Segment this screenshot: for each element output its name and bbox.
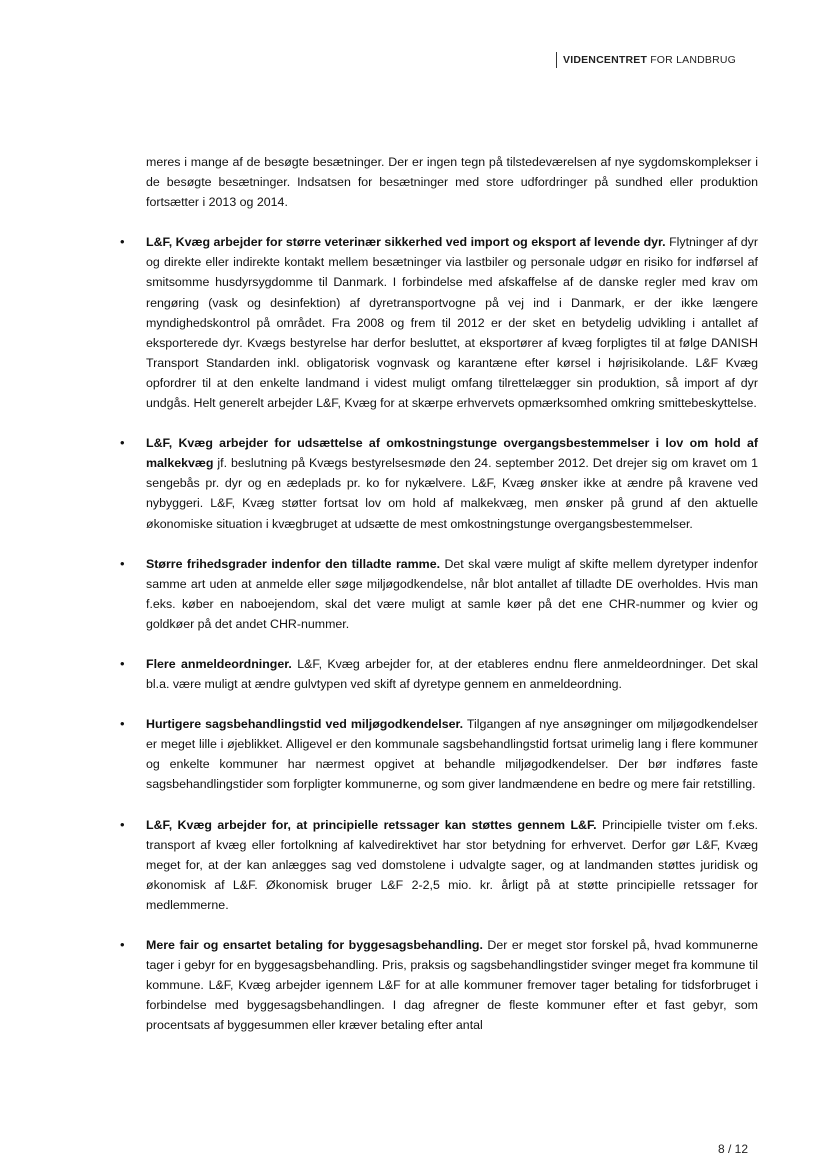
bullet-title: L&F, Kvæg arbejder for udsættelse af omkostningstunge overgangsbestemmelser i lov om hold af malkekvæg	[146, 436, 758, 471]
intro-paragraph: meres i mange af de besøgte besætninger. Der er ingen tegn på tilstedeværelsen af nye sygdomskomplekser i de besøgte besætninger. Indsatsen for besætninger med store udfordringer på sundhed eller produktion fortsætter i 2013 og 2014.	[146, 155, 758, 210]
list-item	[146, 654, 758, 694]
list-item	[146, 935, 758, 1035]
bullet-title: Hurtigere sagsbehandlingstid ved miljøgodkendelser.	[146, 717, 464, 732]
bullet-text: Det skal være muligt af skifte mellem dyretyper indenfor samme art uden at anmelde eller søge miljøgodkendelse, når blot antallet af tilladte DE overholdes. Hvis man f.eks. køber en naboejendom, skal det være muligt at samle køer på det ene CHR-nummer og kvier og goldkøer på det andet CHR-nummer.	[146, 556, 758, 631]
page-number: 8 / 12	[718, 1142, 749, 1156]
bullet-text: L&F, Kvæg arbejder for, at der etableres endnu flere anmeldeordninger. Det skal bl.a. være muligt at ændre gulvtypen ved skift af dyretype gennem en anmeldeordning.	[146, 656, 758, 692]
list-item	[146, 815, 758, 915]
page-header	[556, 52, 736, 68]
bullet-title: Større frihedsgrader indenfor den tilladte ramme.	[146, 556, 441, 571]
header-brand-bold: VIDENCENTRET	[563, 54, 648, 66]
bullet-title: L&F, Kvæg arbejder for større veterinær sikkerhed ved import og eksport af levende dyr.	[146, 235, 666, 250]
bullet-text: Flytninger af dyr og direkte eller indirekte kontakt mellem besætninger via lastbiler og personale udgør en risiko for indførsel af smitsomme husdyrsygdomme til Danmark. I forbindelse med afskaffelse af de danske regler med krav om rengøring (vask og desinfektion) af dyretransportvogne på vej ind i Danmark, er der ikke længere myndighedskontrol på området. Fra 2008 og frem til 2012 er der sket en betydelig udvikling i antallet af eksporterede dyr. Kvægs bestyrelse har derfor besluttet, at eksportører af kvæg forpligtes til at følge DANISH Transport Standarden inkl. obligatorisk vognvask og karantæne efter kørsel i højrisikolande. L&F Kvæg opfordrer til at den enkelte landmand i videst muligt omfang tilrettelægger sin produktion, så import af dyr undgås. Helt generelt arbejder L&F, Kvæg for at skærpe erhvervets opmærksomhed omkring smittebeskyttelse.	[146, 235, 758, 411]
header-brand-rest: FOR LANDBRUG	[647, 54, 737, 66]
bullet-title: Mere fair og ensartet betaling for byggesagsbehandling.	[146, 938, 483, 952]
bullet-title: Flere anmeldeordninger.	[146, 656, 292, 671]
bullet-text: Principielle tvister om f.eks. transport af kvæg eller fortolkning af kalvedirektivet har stor betydning for erhvervet. Derfor gør L&F, Kvæg meget for, at der kan anlægges sag ved domstolene i udvalgte sager, og at landmanden støttes juridisk og økonomisk af L&F. Økonomisk bruger L&F 2-2,5 mio. kr. årligt på at støtte principielle retssager for medlemmerne.	[146, 817, 758, 912]
list-item	[146, 714, 758, 794]
list-item	[146, 554, 758, 634]
bullet-text: Der er meget stor forskel på, hvad kommunerne tager i gebyr for en byggesagsbehandling. Pris, praksis og sagsbehandlingstider svinger meget fra kommune til kommune. L&F, Kvæg arbejder igennem L&F for at alle kommuner fremover tager betaling for tidsforbruget i forbindelse med byggesagsbehandlingen. I dag afregner de fleste kommuner efter et fast gebyr, som procentsats af byggesummen eller kræver betaling efter antal	[146, 938, 758, 1033]
main-content	[146, 152, 758, 1055]
bullet-title: L&F, Kvæg arbejder for, at principielle retssager kan støttes gennem L&F.	[146, 817, 597, 832]
bullet-list	[146, 232, 758, 1035]
bullet-text: jf. beslutning på Kvægs bestyrelsesmøde den 24. september 2012. Det drejer sig om kravet om 1 sengebås pr. dyr og en ædeplads pr. ko for nykælvere. L&F, Kvæg ønsker ikke at ændre på kravene ved nybyggeri. L&F, Kvæg støtter fortsat lov om hold af malkekvæg, men ønsker på grund af den aktuelle økonomiske situation i kvægbruget at udsætte de mest omkostningstunge overgangsbestemmelser.	[146, 456, 758, 531]
list-item	[146, 232, 758, 413]
bullet-text: Tilgangen af nye ansøgninger om miljøgodkendelser er meget lille i øjeblikket. Alligevel er den kommunale sagsbehandlingstid fortsat urimelig lang i flere kommuner og enkelte kommuner har nærmest opgivet at behandle miljøgodkendelser. Der bør indføres faste sagsbehandlingstider som forpligter kommunerne, og som giver landmændene en bedre og mere fair retstilling.	[146, 717, 759, 792]
list-item	[146, 433, 758, 533]
